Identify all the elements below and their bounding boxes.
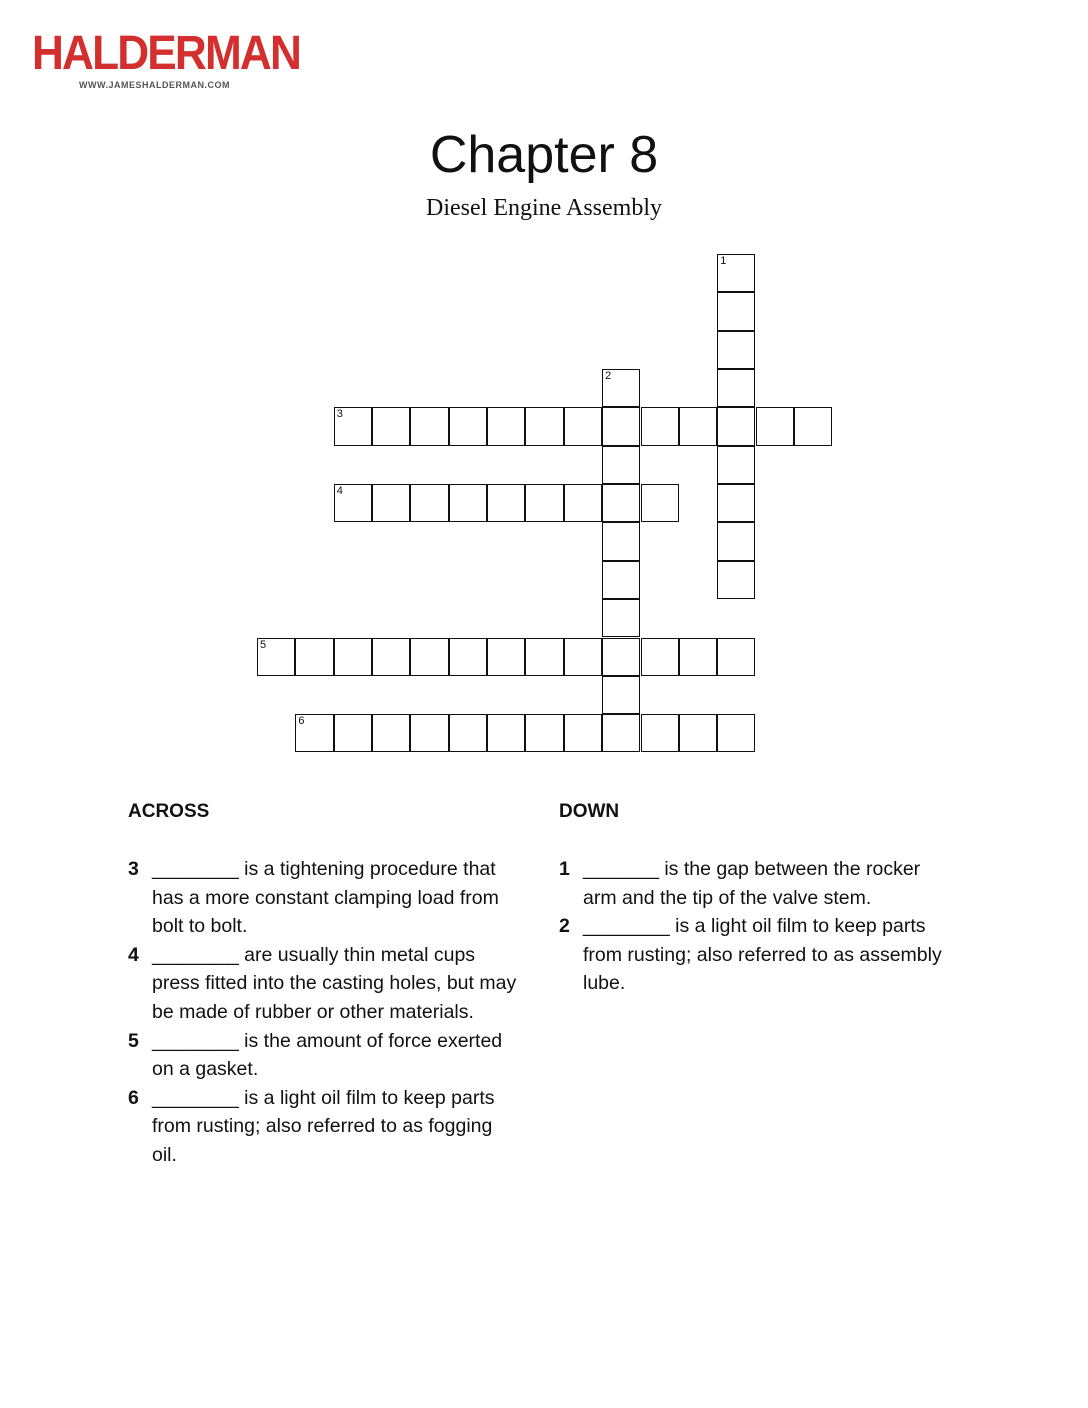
crossword-cell-number: 6 [298,715,305,728]
crossword-cell[interactable] [449,407,487,445]
across-clue-5 [128,1027,518,1084]
crossword-cell[interactable] [410,484,448,522]
crossword-cell[interactable] [449,638,487,676]
crossword-cell[interactable] [602,599,640,637]
clue-number: 2 [559,915,570,938]
crossword-cell[interactable] [449,714,487,752]
crossword-cell[interactable] [602,407,640,445]
crossword-cell[interactable] [641,638,679,676]
crossword-cell[interactable] [525,714,563,752]
crossword-cell[interactable] [257,638,295,676]
crossword-cell[interactable] [410,638,448,676]
crossword-cell[interactable] [602,369,640,407]
crossword-cell[interactable] [679,714,717,752]
clue-number: 5 [128,1029,139,1052]
crossword-cell[interactable] [602,561,640,599]
crossword-cell[interactable] [717,484,755,522]
crossword-cell[interactable] [602,714,640,752]
crossword-cell[interactable] [717,407,755,445]
crossword-cell[interactable] [717,331,755,369]
crossword-cell[interactable] [717,638,755,676]
crossword-cell[interactable] [295,638,333,676]
crossword-cell[interactable] [602,522,640,560]
crossword-cell[interactable] [717,561,755,599]
crossword-cell[interactable] [641,407,679,445]
across-clue-list [128,855,518,1170]
crossword-cell[interactable] [449,484,487,522]
crossword-cell[interactable] [372,484,410,522]
clue-number: 3 [128,858,139,880]
crossword-cell[interactable] [641,484,679,522]
crossword-cell[interactable] [564,407,602,445]
crossword-cell[interactable] [717,714,755,752]
crossword-cell[interactable] [602,446,640,484]
across-clue-4 [128,941,518,1027]
crossword-cell-number: 5 [260,638,267,651]
crossword-cell-number: 4 [336,485,343,498]
crossword-cell[interactable] [525,484,563,522]
crossword-cell[interactable] [717,254,755,292]
crossword-cell[interactable] [334,638,372,676]
crossword-cell-number: 3 [336,408,343,421]
crossword-cell[interactable] [410,407,448,445]
clue-text: ________ is a tightening procedure that has a more constant clamping load from bolt to bolt. [152,858,499,938]
crossword-cell[interactable] [487,638,525,676]
crossword-cell[interactable] [564,714,602,752]
crossword-cell[interactable] [602,484,640,522]
crossword-cell[interactable] [525,638,563,676]
crossword-cell[interactable] [564,484,602,522]
crossword-cell[interactable] [717,369,755,407]
clue-text: ________ is a light oil film to keep parts from rusting; also referred to as assembly lube. [583,915,942,995]
crossword-cell[interactable] [334,484,372,522]
crossword-cell[interactable] [717,522,755,560]
clue-number: 1 [559,858,570,880]
crossword-cell[interactable] [487,484,525,522]
down-clue-1 [559,855,944,912]
down-heading: DOWN [559,801,620,822]
crossword-cell[interactable] [794,407,832,445]
across-clue-3 [128,855,518,941]
clue-text: ________ are usually thin metal cups press fitted into the casting holes, but may be made of rubber or other materials. [152,943,517,1023]
crossword-cell-number: 2 [605,370,612,383]
crossword-cell[interactable] [679,407,717,445]
crossword-cell[interactable] [525,407,563,445]
logo-wordmark: HALDERMAN [32,27,301,80]
crossword-cell[interactable] [487,407,525,445]
crossword-cell[interactable] [372,638,410,676]
across-heading: ACROSS [128,801,210,822]
clue-number: 6 [128,1086,139,1109]
crossword-cell[interactable] [717,446,755,484]
across-clue-6 [128,1084,518,1170]
logo-url: WWW.JAMESHALDERMAN.COM [79,80,230,90]
crossword-cell[interactable] [372,407,410,445]
crossword-cell[interactable] [295,714,333,752]
crossword-cell[interactable] [372,714,410,752]
halderman-logo [32,27,323,90]
crossword-cell[interactable] [602,638,640,676]
crossword-cell[interactable] [564,638,602,676]
crossword-cell[interactable] [602,676,640,714]
clue-text: _______ is the gap between the rocker arm and the tip of the valve stem. [583,858,921,909]
crossword-cell[interactable] [717,292,755,330]
crossword-cell-number: 1 [720,255,727,267]
crossword-cell[interactable] [334,714,372,752]
crossword-cell[interactable] [487,714,525,752]
clue-text: ________ is the amount of force exerted on a gasket. [152,1029,503,1081]
crossword-cell[interactable] [334,407,372,445]
crossword-cell[interactable] [756,407,794,445]
down-clue-list [559,855,944,998]
clue-text: ________ is a light oil film to keep parts from rusting; also referred to as fogging oil. [152,1086,495,1166]
page-subtitle: Diesel Engine Assembly [426,195,662,221]
down-clue-2 [559,912,944,998]
page-title: Chapter 8 [429,126,659,184]
crossword-cell[interactable] [410,714,448,752]
clue-number: 4 [128,943,139,966]
crossword-cell[interactable] [641,714,679,752]
crossword-cell[interactable] [679,638,717,676]
